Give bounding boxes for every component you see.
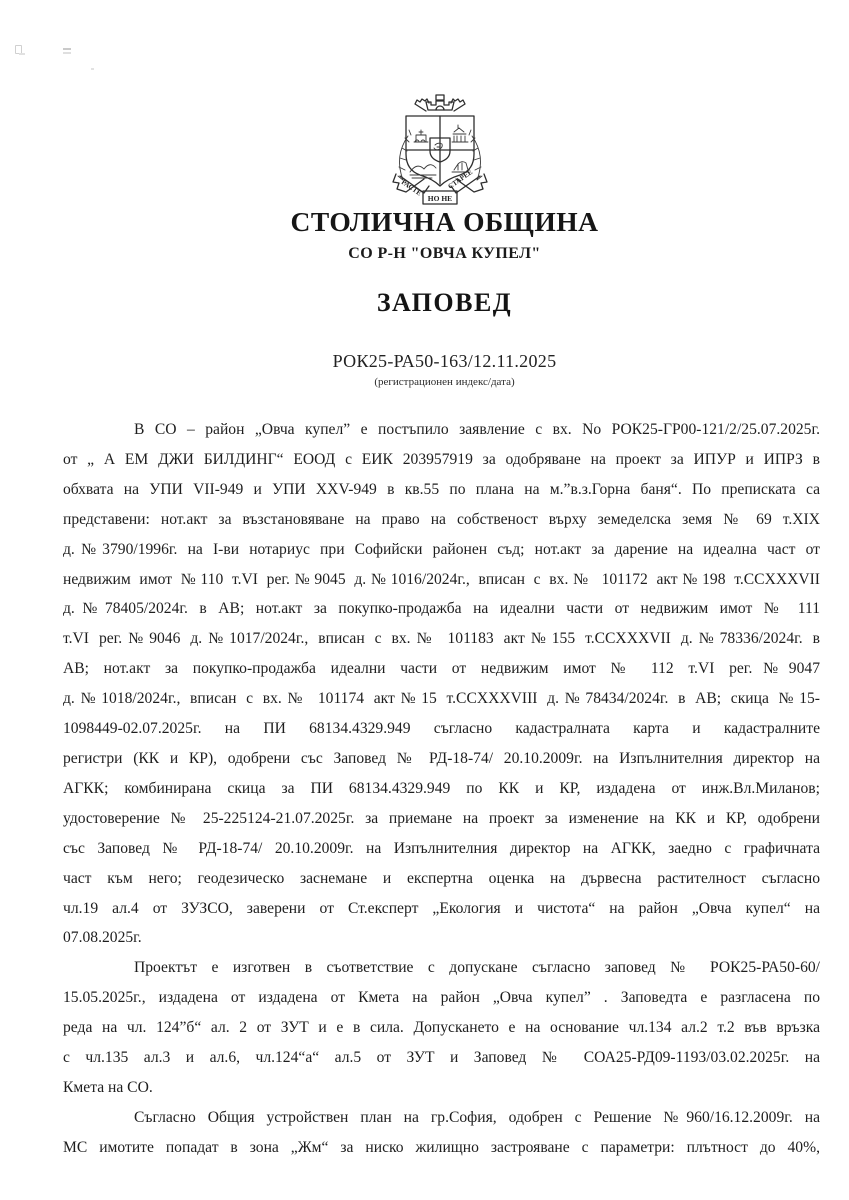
- scan-artifact: [15, 45, 22, 54]
- motto-center: НО НЕ: [427, 194, 453, 203]
- text-line: Проектът е изготвен в съответствие с допускане съгласно заповед № РОК25-РА50-60/: [134, 959, 820, 977]
- text-line: Кмета на СО.: [63, 1078, 153, 1096]
- text-line: МС имотите попадат в зона „Жм“ за ниско жилищно застрояване с параметри: плътност до 40%,: [63, 1138, 820, 1156]
- text-line: д.№78405/2024г. в АВ; нот.акт за покупко-продажба на идеални части от недвижим имот № 111: [63, 600, 820, 618]
- registration-caption: (регистрационен индекс/дата): [374, 376, 515, 388]
- text-line: АГКК; комбинирана скица за ПИ 68134.4329.949 по КК и КР, издадена от инж.Вл.Миланов;: [63, 779, 820, 797]
- document-body: [63, 415, 820, 1163]
- registration-number: РОК25-РА50-163/12.11.2025: [332, 351, 557, 371]
- paragraph: [63, 415, 820, 953]
- text-line: т.VI рег.№9046 д.№1017/2024г., вписан с вх.№ 101183 акт№155 т.CCXXXVII д.№78336/2024г. в: [63, 630, 820, 648]
- text-line: 1098449-02.07.2025г. на ПИ 68134.4329.949 съгласно кадастралната карта и кадастралните: [63, 720, 820, 738]
- text-line: Съгласно Общия устройствен план на гр.София, одобрен с Решение №960/16.12.2009г. на: [134, 1108, 820, 1126]
- text-line: недвижим имот №110 т.VI рег.№9045 д.№1016/2024г., вписан с вх.№ 101172 акт№198 т.CCXXXVII: [63, 570, 820, 588]
- text-line: д.№3790/1996г. на I-ви нотариус при Софийски районен съд; нот.акт за дарение на идеална част от: [63, 540, 820, 558]
- text-line: 15.05.2025г., издадена от издадена от Кмета на район „Овча купел” . Заповедта е разгласена по: [63, 989, 820, 1007]
- text-line: от „ А ЕМ ДЖИ БИЛДИНГ“ ЕООД с ЕИК 203957919 за одобряване на проект за ИПУР и ИПРЗ в: [63, 450, 820, 468]
- district-subtitle: СО Р-Н "ОВЧА КУПЕЛ": [348, 245, 541, 262]
- text-line: д.№1018/2024г., вписан с вх.№ 101174 акт№15 т.CCXXXVIII д.№78434/2024г. в АВ; скица №15-: [63, 690, 820, 708]
- text-line: с чл.135 ал.3 и ал.6, чл.124“а“ ал.5 от ЗУТ и Заповед № СОА25-РД09-1193/03.02.2025г. на: [63, 1049, 820, 1067]
- document-title: ЗАПОВЕД: [376, 288, 513, 317]
- paragraph: [63, 953, 820, 1103]
- scan-artifact: [91, 68, 94, 70]
- text-line: В СО – район „Овча купел” е постъпило заявление с вх. No РОК25-ГР00-121/2/25.07.2025г.: [134, 421, 820, 438]
- text-line: АВ; нот.акт за покупко-продажба идеални части от недвижим имот № 112 т.VI рег.№9047: [63, 660, 820, 678]
- text-line: представени: нот.акт за възстановяване на право на собственост върху земеделска земя № 69 т.XIX: [63, 510, 820, 528]
- mural-crown-icon: [415, 95, 465, 111]
- motto-left: РАСТЕ: [399, 178, 423, 198]
- text-line: чл.19 ал.4 от ЗУЗСО, заверени от Ст.експерт „Екология и чистота“ на район „Овча купел“ на: [63, 899, 820, 917]
- municipality-title: СТОЛИЧНА ОБЩИНА: [290, 206, 599, 237]
- coat-of-arms-graphic: [392, 94, 488, 208]
- text-line: удостоверение № 25-225124-21.07.2025г. за приемане на проект за изменение на КК и КР, одобрени: [63, 809, 820, 827]
- paragraph: [63, 1103, 820, 1163]
- text-line: 07.08.2025г.: [63, 929, 142, 947]
- text-line: реда на чл. 124”б“ ал. 2 от ЗУТ и е в сила. Допускането е на основание чл.134 ал.2 т.2 във връзка: [63, 1019, 820, 1037]
- sofia-coat-of-arms: [392, 94, 488, 208]
- text-line: обхвата на УПИ VII-949 и УПИ XXV-949 в кв.55 по плана на м.”в.з.Горна баня“. По преписката са: [63, 480, 820, 498]
- text-line: със Заповед № РД-18-74/ 20.10.2009г. на Изпълнителния директор на АГКК, заедно с графичната: [63, 839, 820, 857]
- scan-artifact: [63, 48, 71, 50]
- text-line: регистри (КК и КР), одобрени със Заповед № РД-18-74/ 20.10.2009г. на Изпълнителния директор на: [63, 749, 820, 767]
- motto-right: СТАРЕЕ: [446, 167, 475, 191]
- text-line: част към него; геодезическо заснемане и експертна оценка на дървесна растителност съгласно: [63, 869, 820, 887]
